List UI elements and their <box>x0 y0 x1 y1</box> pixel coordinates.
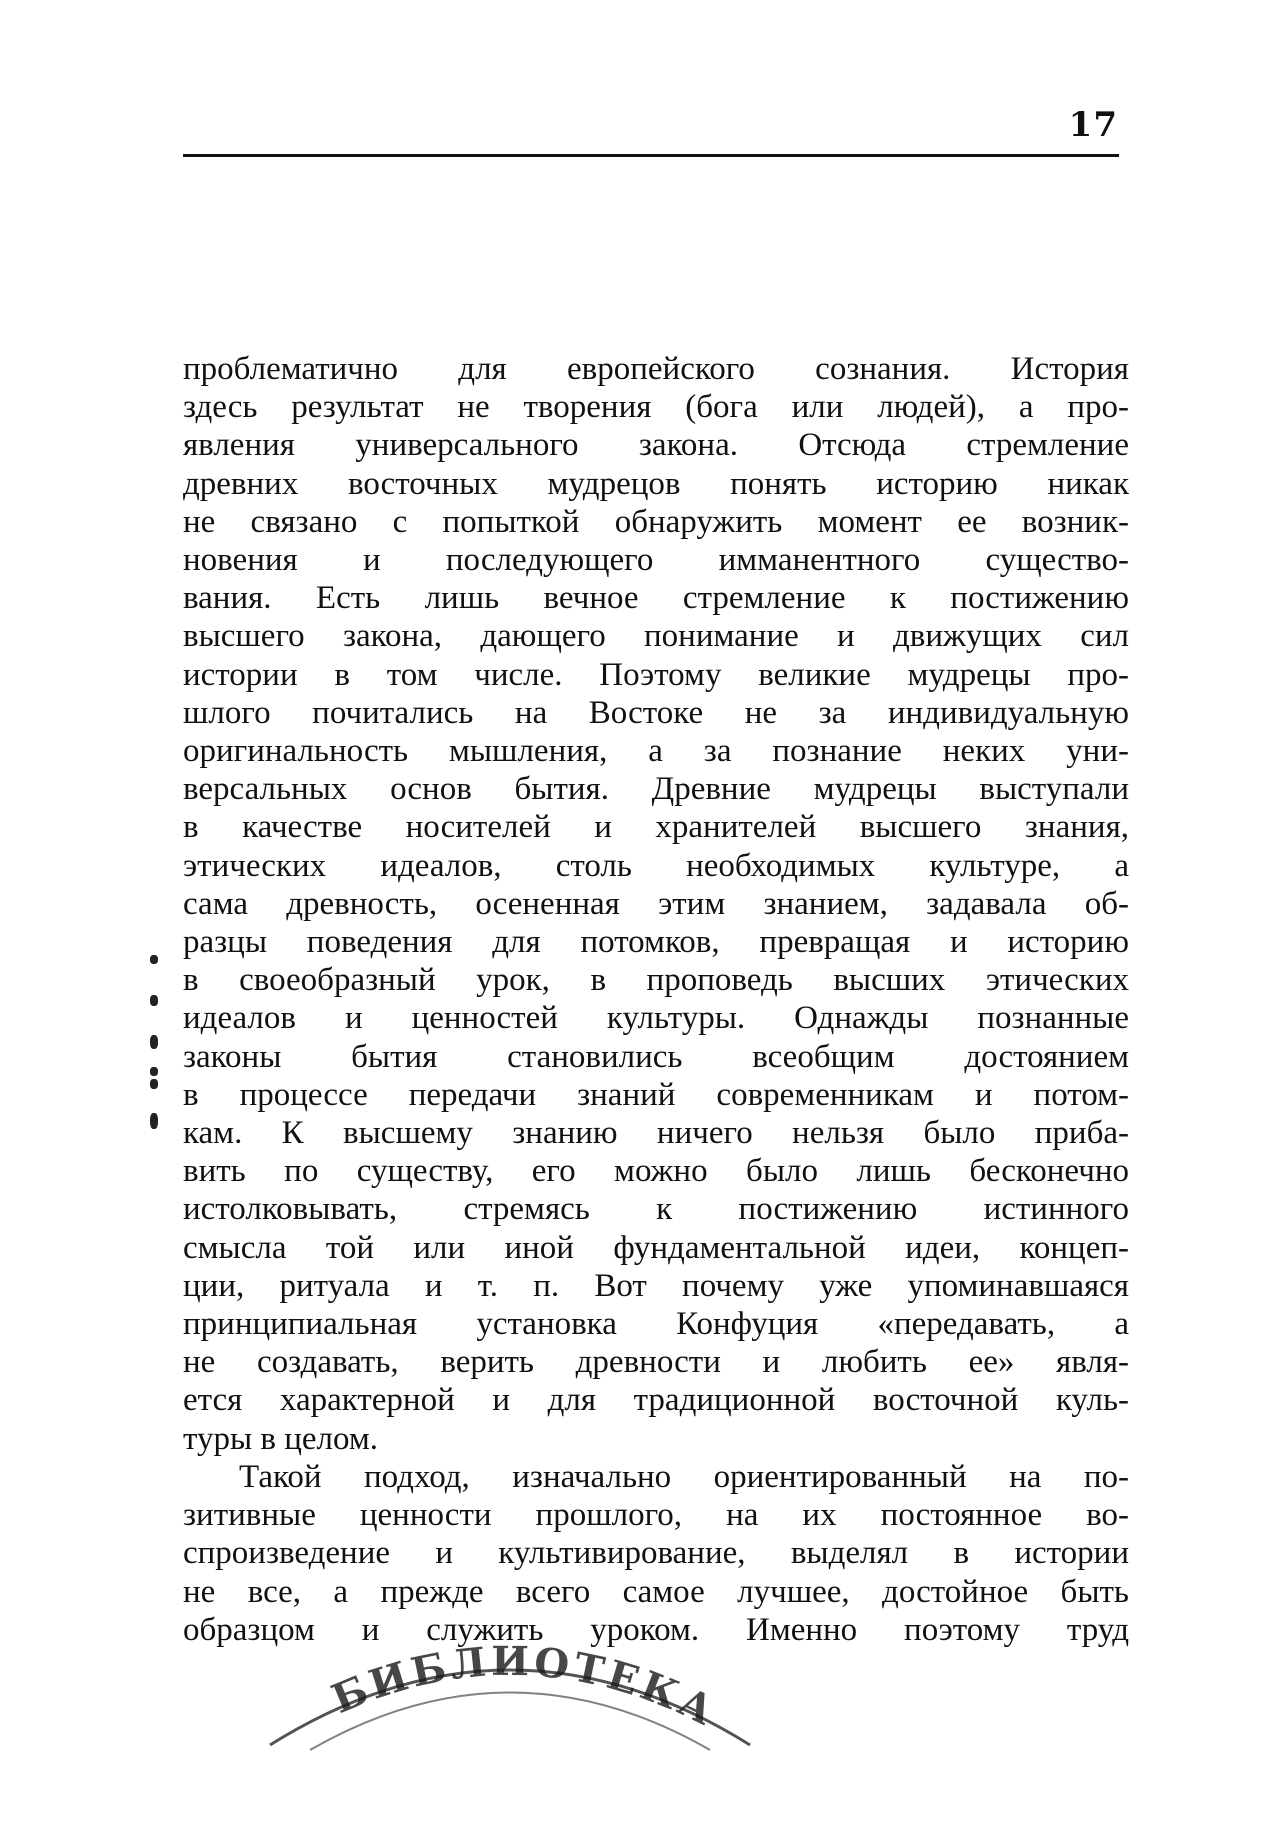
text-line: высшего закона, дающего понимание и движущих сил <box>183 618 1129 655</box>
body-text <box>183 350 1129 1649</box>
text-line: этических идеалов, столь необходимых культуре, а <box>183 847 1129 884</box>
text-line: оригинальность мышления, а за познание неких уни- <box>183 733 1129 770</box>
text-line: новения и последующего имманентного существо- <box>183 542 1129 579</box>
text-line: истолковывать, стремясь к постижению истинного <box>183 1191 1129 1228</box>
header-rule <box>183 154 1119 157</box>
paragraph-start-line: Такой подход, изначально ориентированный на по- <box>239 1458 1129 1495</box>
text-line: образцом и служить уроком. Именно поэтому труд <box>183 1611 1129 1648</box>
text-line: вить по существу, его можно было лишь бесконечно <box>183 1153 1129 1190</box>
text-line: вания. Есть лишь вечное стремление к постижению <box>183 580 1129 617</box>
text-line: в процессе передачи знаний современникам и потом- <box>183 1076 1129 1113</box>
text-line: не создавать, верить древности и любить ее» явля- <box>183 1344 1129 1381</box>
text-line: законы бытия становились всеобщим достоянием <box>183 1038 1129 1075</box>
text-line: шлого почитались на Востоке не за индивидуальную <box>183 694 1129 731</box>
text-line: явления универсального закона. Отсюда стремление <box>183 427 1129 464</box>
text-line: в качестве носителей и хранителей высшего знания, <box>183 809 1129 846</box>
page-number: 17 <box>1068 105 1118 145</box>
stamp-text: БИБЛИОТЕКА <box>325 1637 725 1737</box>
text-line: здесь результат не творения (бога или людей), а про- <box>183 389 1129 426</box>
text-line: не связано с попыткой обнаружить момент ее возник- <box>183 503 1129 540</box>
svg-text:БИБЛИОТЕКА <box>325 1638 724 1736</box>
text-line: кам. К высшему знанию ничего нельзя было приба- <box>183 1115 1129 1152</box>
text-line: спроизведение и культивирование, выделял в истории <box>183 1535 1129 1572</box>
margin-ink-marks <box>148 955 168 1145</box>
paragraph-end-line: туры в целом. <box>183 1420 379 1457</box>
text-line: разцы поведения для потомков, превращая и историю <box>183 924 1129 961</box>
text-line: идеалов и ценностей культуры. Однажды познанные <box>183 1000 1129 1037</box>
text-line: проблематично для европейского сознания. История <box>183 351 1129 387</box>
text-line: не все, а прежде всего самое лучшее, достойное быть <box>183 1573 1129 1610</box>
text-line: зитивные ценности прошлого, на их постоянное во- <box>183 1497 1129 1534</box>
text-line: ется характерной и для традиционной восточной куль- <box>183 1382 1129 1419</box>
text-line: принципиальная установка Конфуция «передавать, а <box>183 1306 1129 1343</box>
text-line: в своеобразный урок, в проповедь высших этических <box>183 962 1129 999</box>
text-line: версальных основ бытия. Древние мудрецы выступали <box>183 771 1129 808</box>
text-line: смысла той или иной фундаментальной идеи, концеп- <box>183 1229 1129 1266</box>
text-line: сама древность, осененная этим знанием, задавала об- <box>183 885 1129 922</box>
text-line: истории в том числе. Поэтому великие мудрецы про- <box>183 656 1129 693</box>
text-line: древних восточных мудрецов понять историю никак <box>183 465 1129 502</box>
text-line: ции, ритуала и т. п. Вот почему уже упоминавшаяся <box>183 1267 1129 1304</box>
